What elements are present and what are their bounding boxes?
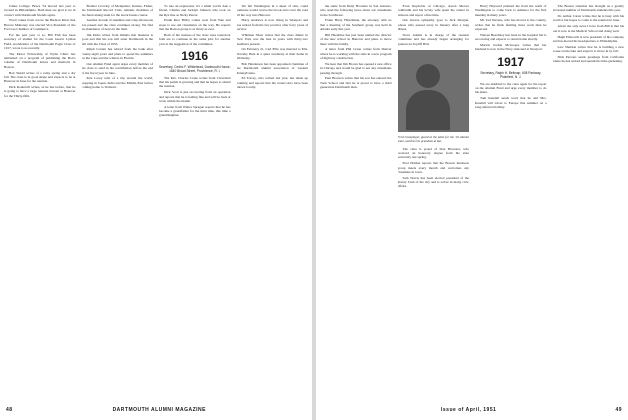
paragraph: Jim Parks writes from Omaha that business is good and that his son will enter Dartmouth in the fall with the Class of 1955. [81,32,153,46]
page-number: 49 [615,407,622,413]
paragraph: Whitman Shaw writes that the class dinner in New York was the best in years with thirty-two members present. [236,32,308,46]
paragraph: Bob Shedd writes of a rainy spring and a dry fall. The class is in good shape and expects to be at Hanover in June for the reunion. [4,70,76,84]
paragraph: Dick Parsons sends greetings from California where he has retired and spends his time gardening. [552,54,624,64]
paragraph: We hear that Jim Brown has opened a new office in Chicago and would be glad to see any classmates passing through. [320,61,392,75]
photo-caption: Fred Graepinger, guard at the plate for the '16 Alumni team, watches his grandson at bat. [397,134,469,143]
paragraph: Dick Rounsvill writes, as he has before, that he is going to have a large reunion turnout at Hanover for the Thirty-fifth. [4,85,76,98]
paragraph: Both of the trustees of the class were reelected; both are to continue in the same jobs for another year at the suggestion of the committee. [159,32,231,46]
paragraph: Our sincere sympathy goes to Jack Morgan, whose wife passed away in January after a long illness. [397,18,469,32]
paragraph: Our Alumni Fund agent urges every member of the class to send in his contribution before the end of the fiscal year in June. [81,61,153,75]
paragraph: Dick Scott is just recovering from an operation and reports that he is feeling fine and will be back at work within the month. [159,90,231,103]
paragraph: Brother Crowley of Montpelier, Kansas, Fisher, the Dartmouth Record Club, remains chairman of the fund raising team for the Great Issues course. [81,4,153,17]
paragraph: To rate an expression, it's a small world. Ask a friend, Charles and Jacklyn Johnson who took on the Rye line as Nicky Peters. [159,4,231,17]
photo-figure [416,64,440,88]
left-column-2 [82,4,154,396]
paragraph: Word comes from across the Hudson River that Horace Mahoney was elected Vice President of the Fort Lee Chamber of Commerce. [4,18,76,32]
paragraph: Warren Beardsley has been in the hospital but is recovering and expects to return home shortly. [475,32,547,42]
paragraph: The Motor Fellowship of Wynn Clinic has embarked on a program of publishing the Box's volume of Dartmouth letters and memoirs in Boston. [4,51,76,69]
right-column-1 [320,4,392,396]
paragraph: Harry Andrews is now living in Westport and has retired from his law practice after forty years of service. [236,18,308,32]
paragraph: the same from Daily Hoosiers in San Antonio, who send the following news about our classmates in the Southwest. [320,4,392,17]
paragraph: Evan Reynolds of Chicago, Aaron Mercer Gallbraith and his lovely wife spent the winter in Arizona and report a fine time. [397,4,469,17]
class-secretary-line: Secretary, Ralph H. Belknap, 608 Parkway, Plainfield, N. J. [480,70,542,79]
paragraph: Marion Jordan McGregor writes that her husband is now in the Navy stationed at Newport. [475,43,547,52]
right-column-4 [553,4,625,396]
paragraph: The Rev. Charles Crane writes from Cleveland that his parish is growing and that he hopes to attend the reunion. [159,75,231,89]
paragraph: Bob Henderson has been appointed chairman of the Dartmouth alumni association of western Pennsylvania. [236,61,308,75]
paragraph: Another decade of sunshine and crisp afternoons has passed and the class continues strong. We find an abundance of news in the mail. [81,18,153,32]
paragraph: About the only news I have from Bill is that his son is now at the Medical School and doing well. [552,24,624,33]
class-year-heading: 1917 [497,54,525,69]
photo [398,50,470,132]
class-secretary-line: Secretary, Cedric F. Whitehead, Dartmouth House, 1640 Broad Street, Providence, R. I. [159,64,231,73]
left-column-4 [237,4,309,396]
left-column-1 [4,4,76,396]
photo-figure-body [406,90,450,130]
paragraph: Harry Hayward planned me from the north of Washington to come back to Amherst for the first meeting in many years. [475,4,547,17]
page-number: 48 [6,407,13,413]
paragraph: The class is proud of Don Brewster, who received an honorary degree from his state university last spring. [397,146,469,160]
paragraph: On February 21, Carl Ellis was married to Mrs. Dorothy Hale in a quiet ceremony at their home in Wellesley. [236,47,308,61]
paragraph: Mr. Ted Stevens, who has moved to the country, writes that he finds farming more work than he expected. [475,18,547,32]
paragraph: For the past year or so, Bill Fish has been secretary of alumni for the Coast Guard. Lyman Field, stockholder of the Dartmouth Eagle Class of 1917, wrote to us recently. [4,32,76,50]
publication-issue: Issue of April, 1951 [441,407,497,413]
right-column-2 [398,4,470,396]
paragraph: Lew Sheldon writes that he is building a new house on the lake and expects to move in by fall. [552,44,624,54]
paragraph: A letter from Phil Crane comes from Denver where he is working with the state in a new program of highway construction. [320,47,392,61]
paragraph: Paul Bronson writes that his son has entered the Tuck School and that he is proud to have a third generation Dartmouth man. [320,76,392,90]
paragraph: Frank Harry Hirschman, the attorney, tells us that a meeting of the Southern group was held in Atlanta early this year. [320,18,392,32]
paragraph: Sam Norris has been elected president of the Rotary Club of his city and is active in many civic affairs. [397,175,469,189]
paragraph: Fred Holden reports that the Boston luncheon group meets every month and welcomes any classmate in town. [397,161,469,174]
paragraph: Tom Kendall sends word that he and Mrs. Kendall will travel to Europe this summer on a long-deferred holiday. [475,96,547,109]
paragraph: Ed Tracey, who retired last year, has taken up painting and reports that his watercolors have been shown locally. [236,76,308,90]
paragraph: The Boston situation has brought us a greatly increased number of Dartmouth students this year. [552,4,624,13]
paragraph: Hugh Ellsworth is now president of his company and has moved his headquarters to Philadelphia. [552,34,624,43]
right-page-footer [322,404,622,416]
publication-name: DARTMOUTH ALUMNI MAGAZINE [112,407,206,413]
paragraph: A letter from Walter Sprague reports that he has become a grandfather for the third time, this time a granddaughter. [159,104,231,118]
left-page-footer [6,404,306,416]
paragraph: Bill Hazeltine has just been named the director of the new school in Hanover and plans to move there with his family. [320,32,392,46]
left-page-columns [4,4,308,396]
paragraph: We are indebted to the class agent for his report on the Alumni Fund and urge every member to do his share. [475,81,547,95]
class-year-heading: 1916 [181,48,209,63]
paragraph: Pete Lacey tells of a trip around the world, stopping in Japan, India and the Middle East before coming home to Vermont. [81,76,153,90]
paragraph: We felt Washington in a sheet of rain, could someone would weave the brook and cover the road all the way into Hanover. [236,4,308,17]
left-page [0,0,312,420]
paragraph: Ralph Conant has retired from the bank after twenty-eight years and plans to spend the summers on the Cape and the winters in Florida. [81,47,153,61]
paragraph: Steve Adams is in charge of the reunion committee and has already begun arranging for quarters in Topliff Hall. [397,32,469,46]
right-page-columns [320,4,624,396]
paragraph: Dr. Arthur Carter writes that he is busy with his practice but hopes to come to the reunion in June. [552,14,624,23]
paragraph: James College. Bruce '34 moved last year to located in Philadelphia. Both men are glad to be in contact with Dartmouth friends again. [4,4,76,17]
left-column-3 [159,4,231,396]
paragraph: Prunk Rice Bixby comes west from Yale and stops to see old classmates on the way. He reports that the Boston group is as lively as ever. [159,18,231,32]
right-page [316,0,628,420]
right-column-3 [475,4,547,396]
